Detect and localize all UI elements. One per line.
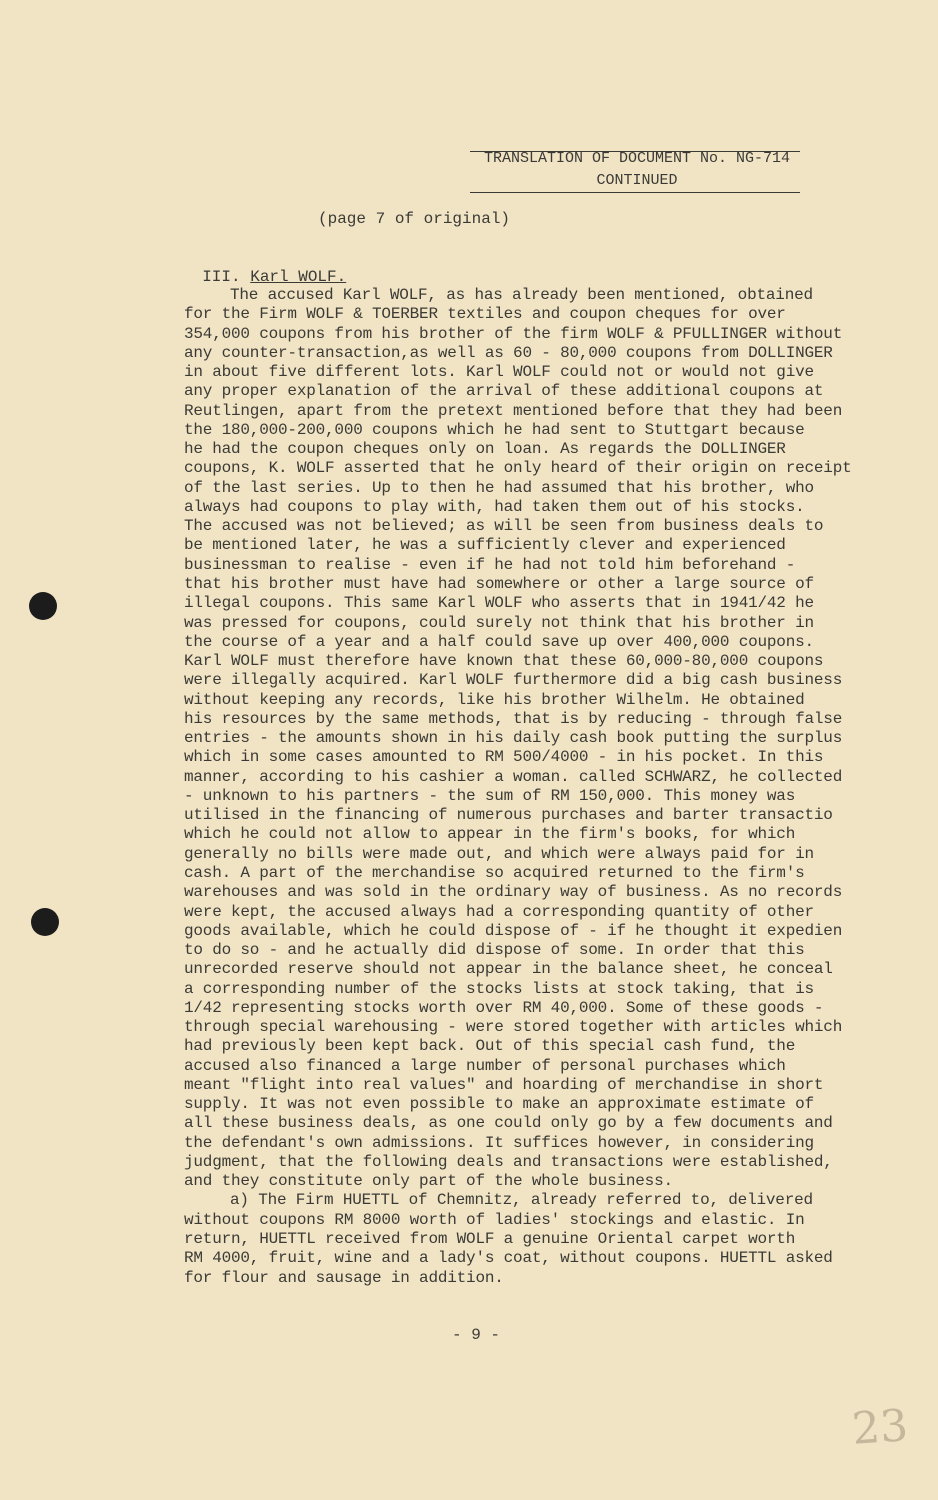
body-line: unrecorded reserve should not appear in the balance sheet, he conceal — [184, 960, 833, 979]
body-line: which he could not allow to appear in the firm's books, for which — [184, 825, 796, 844]
body-line: accused also financed a large number of personal purchases which — [184, 1056, 786, 1075]
body-line: utilised in the financing of numerous purchases and barter transactio — [184, 806, 833, 825]
header-bottom-rule — [470, 192, 800, 193]
body-line: without coupons RM 8000 worth of ladies' stockings and elastic. In — [184, 1210, 805, 1229]
document-title: TRANSLATION OF DOCUMENT No. NG-714 — [483, 150, 791, 167]
body-line: goods available, which he could dispose of - if he thought it expedien — [184, 921, 843, 940]
punch-hole-top — [29, 592, 57, 620]
body-line: Reutlingen, apart from the pretext mentioned before that they had been — [184, 401, 843, 420]
body-line: businessman to realise - even if he had not told him beforehand - — [184, 555, 796, 574]
body-line: the 180,000-200,000 coupons which he had sent to Stuttgart because — [184, 420, 805, 439]
body-line: which in some cases amounted to RM 500/4000 - in his pocket. In this — [184, 748, 824, 767]
body-line: be mentioned later, he was a sufficiently clever and experienced — [184, 536, 786, 555]
body-line: for flour and sausage in addition. — [184, 1268, 504, 1287]
body-line: - unknown to his partners - the sum of RM 150,000. This money was — [184, 786, 796, 805]
body-line: without keeping any records, like his brother Wilhelm. He obtained — [184, 690, 805, 709]
document-subtitle: CONTINUED — [596, 172, 678, 189]
body-line: manner, according to his cashier a woman. called SCHWARZ, he collected — [184, 767, 843, 786]
body-line: any counter-transaction,as well as 60 - 80,000 coupons from DOLLINGER — [184, 343, 833, 362]
body-line: generally no bills were made out, and which were always paid for in — [184, 844, 814, 863]
body-line: return, HUETTL received from WOLF a genuine Oriental carpet worth — [184, 1230, 796, 1249]
section-number: III. — [202, 268, 241, 286]
body-line: cash. A part of the merchandise so acquired returned to the firm's — [184, 863, 805, 882]
body-line: 1/42 representing stocks worth over RM 40,000. Some of these goods - — [184, 998, 824, 1017]
body-line: judgment, that the following deals and transactions were established, — [184, 1152, 833, 1171]
body-line: that his brother must have had somewhere or other a large source of — [184, 574, 814, 593]
section-title: Karl WOLF. — [250, 268, 347, 286]
body-line: The accused Karl WOLF, as has already been mentioned, obtained — [230, 286, 813, 304]
body-line: were illegally acquired. Karl WOLF furthermore did a big cash business — [184, 671, 843, 690]
handwritten-page-mark: 23 — [850, 1400, 910, 1455]
body-line: warehouses and was sold in the ordinary way of business. As no records — [184, 883, 843, 902]
body-line: 354,000 coupons from his brother of the firm WOLF & PFULLINGER without — [184, 324, 843, 343]
body-line: for the Firm WOLF & TOERBER textiles and coupon cheques for over — [184, 305, 786, 324]
body-line: a corresponding number of the stocks lists at stock taking, that is — [184, 979, 814, 998]
body-line: RM 4000, fruit, wine and a lady's coat, without coupons. HUETTL asked — [184, 1249, 833, 1268]
body-line: had previously been kept back. Out of this special cash fund, the — [184, 1037, 796, 1056]
body-line: in about five different lots. Karl WOLF could not or would not give — [184, 363, 814, 382]
body-line: entries - the amounts shown in his daily cash book putting the surplus — [184, 729, 843, 748]
page-number: - 9 - — [452, 1326, 501, 1344]
body-line: he had the coupon cheques only on loan. As regards the DOLLINGER — [184, 440, 786, 459]
body-line: illegal coupons. This same Karl WOLF who asserts that in 1941/42 he — [184, 594, 814, 613]
body-line: any proper explanation of the arrival of these additional coupons at — [184, 382, 824, 401]
body-line: The accused was not believed; as will be seen from business deals to — [184, 517, 824, 536]
body-line: the course of a year and a half could save up over 400,000 coupons. — [184, 632, 814, 651]
body-line: all these business deals, as one could only go by a few documents and — [184, 1114, 833, 1133]
body-line: and they constitute only part of the whole business. — [184, 1172, 673, 1191]
body-line: coupons, K. WOLF asserted that he only heard of their origin on receipt — [184, 459, 852, 478]
body-line: was pressed for coupons, could surely not think that his brother in — [184, 613, 814, 632]
body-text — [184, 286, 852, 1288]
body-line: through special warehousing - were stored together with articles which — [184, 1018, 843, 1037]
punch-hole-bottom — [31, 908, 59, 936]
body-line: were kept, the accused always had a corresponding quantity of other — [184, 902, 814, 921]
body-line: the defendant's own admissions. It suffices however, in considering — [184, 1133, 814, 1152]
body-line: Karl WOLF must therefore have known that these 60,000-80,000 coupons — [184, 652, 824, 671]
body-line: always had coupons to play with, had taken them out of his stocks. — [184, 497, 805, 516]
body-line: meant "flight into real values" and hoarding of merchandise in short — [184, 1075, 824, 1094]
body-line: his resources by the same methods, that is by reducing - through false — [184, 709, 843, 728]
section-heading — [183, 250, 346, 286]
body-line: a) The Firm HUETTL of Chemnitz, already referred to, delivered — [230, 1191, 813, 1210]
page-reference: (page 7 of original) — [318, 210, 511, 228]
body-line: to do so - and he actually did dispose of some. In order that this — [184, 941, 805, 960]
body-line: supply. It was not even possible to make an approximate estimate of — [184, 1095, 814, 1114]
body-line: of the last series. Up to then he had assumed that his brother, who — [184, 478, 814, 497]
